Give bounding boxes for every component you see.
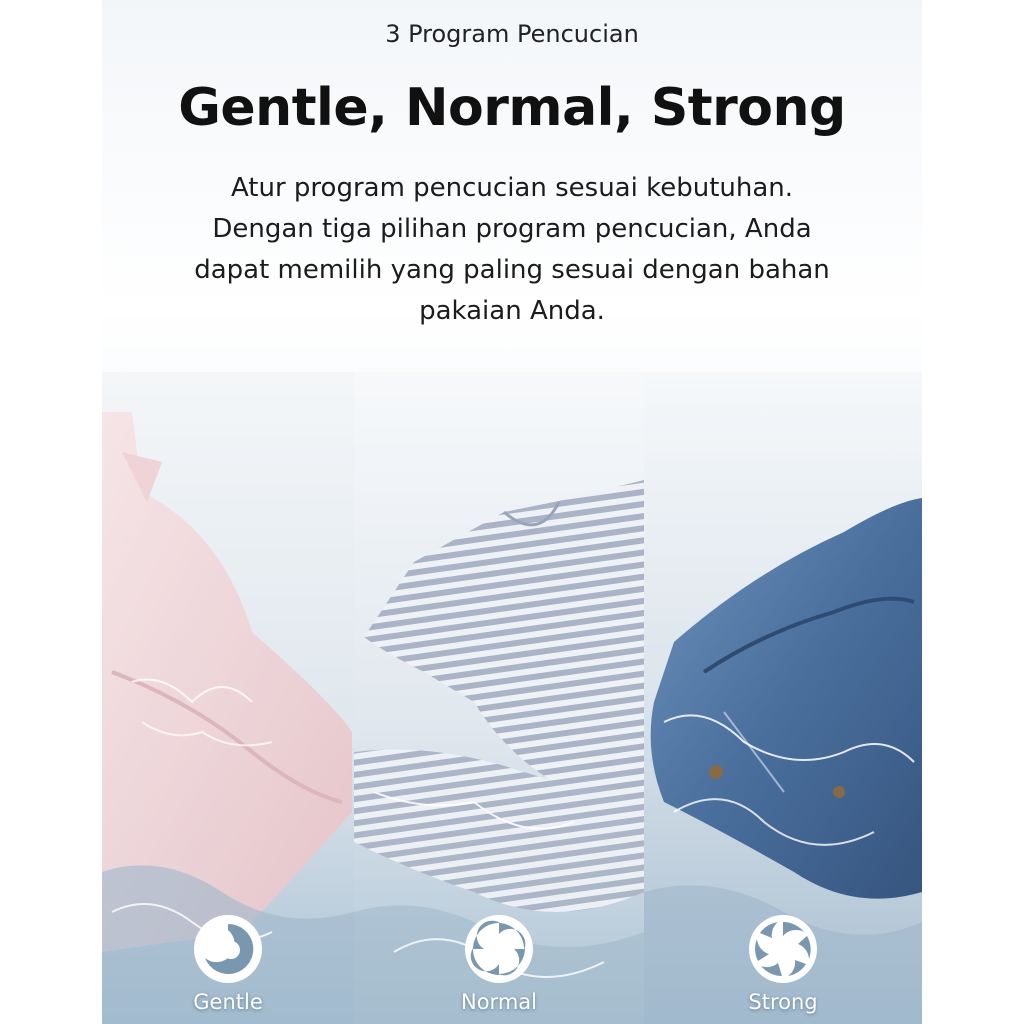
program-badge-strong — [644, 912, 922, 1014]
eyebrow-text: 3 Program Pencucian — [385, 20, 639, 48]
description-line: Atur program pencucian sesuai kebutuhan. — [230, 173, 794, 203]
program-panel-strong — [644, 372, 922, 1024]
gentle-swirl-icon — [191, 912, 265, 986]
description-line: pakaian Anda. — [419, 296, 605, 326]
normal-swirl-icon — [462, 912, 536, 986]
program-label-normal: Normal — [461, 990, 537, 1014]
program-panels — [102, 372, 922, 1024]
program-badge-normal — [354, 912, 644, 1014]
program-label-gentle: Gentle — [193, 990, 263, 1014]
program-badge-gentle — [102, 912, 354, 1014]
description-line: dapat memilih yang paling sesuai dengan bahan — [194, 255, 830, 285]
description-line: Dengan tiga pilihan program pencucian, Anda — [212, 214, 812, 244]
description — [132, 168, 892, 332]
promo-canvas — [102, 0, 922, 1024]
strong-swirl-icon — [746, 912, 820, 986]
program-panel-normal — [354, 372, 644, 1024]
program-panel-gentle — [102, 372, 354, 1024]
program-label-strong: Strong — [748, 990, 818, 1014]
headline: Gentle, Normal, Strong — [178, 78, 846, 138]
